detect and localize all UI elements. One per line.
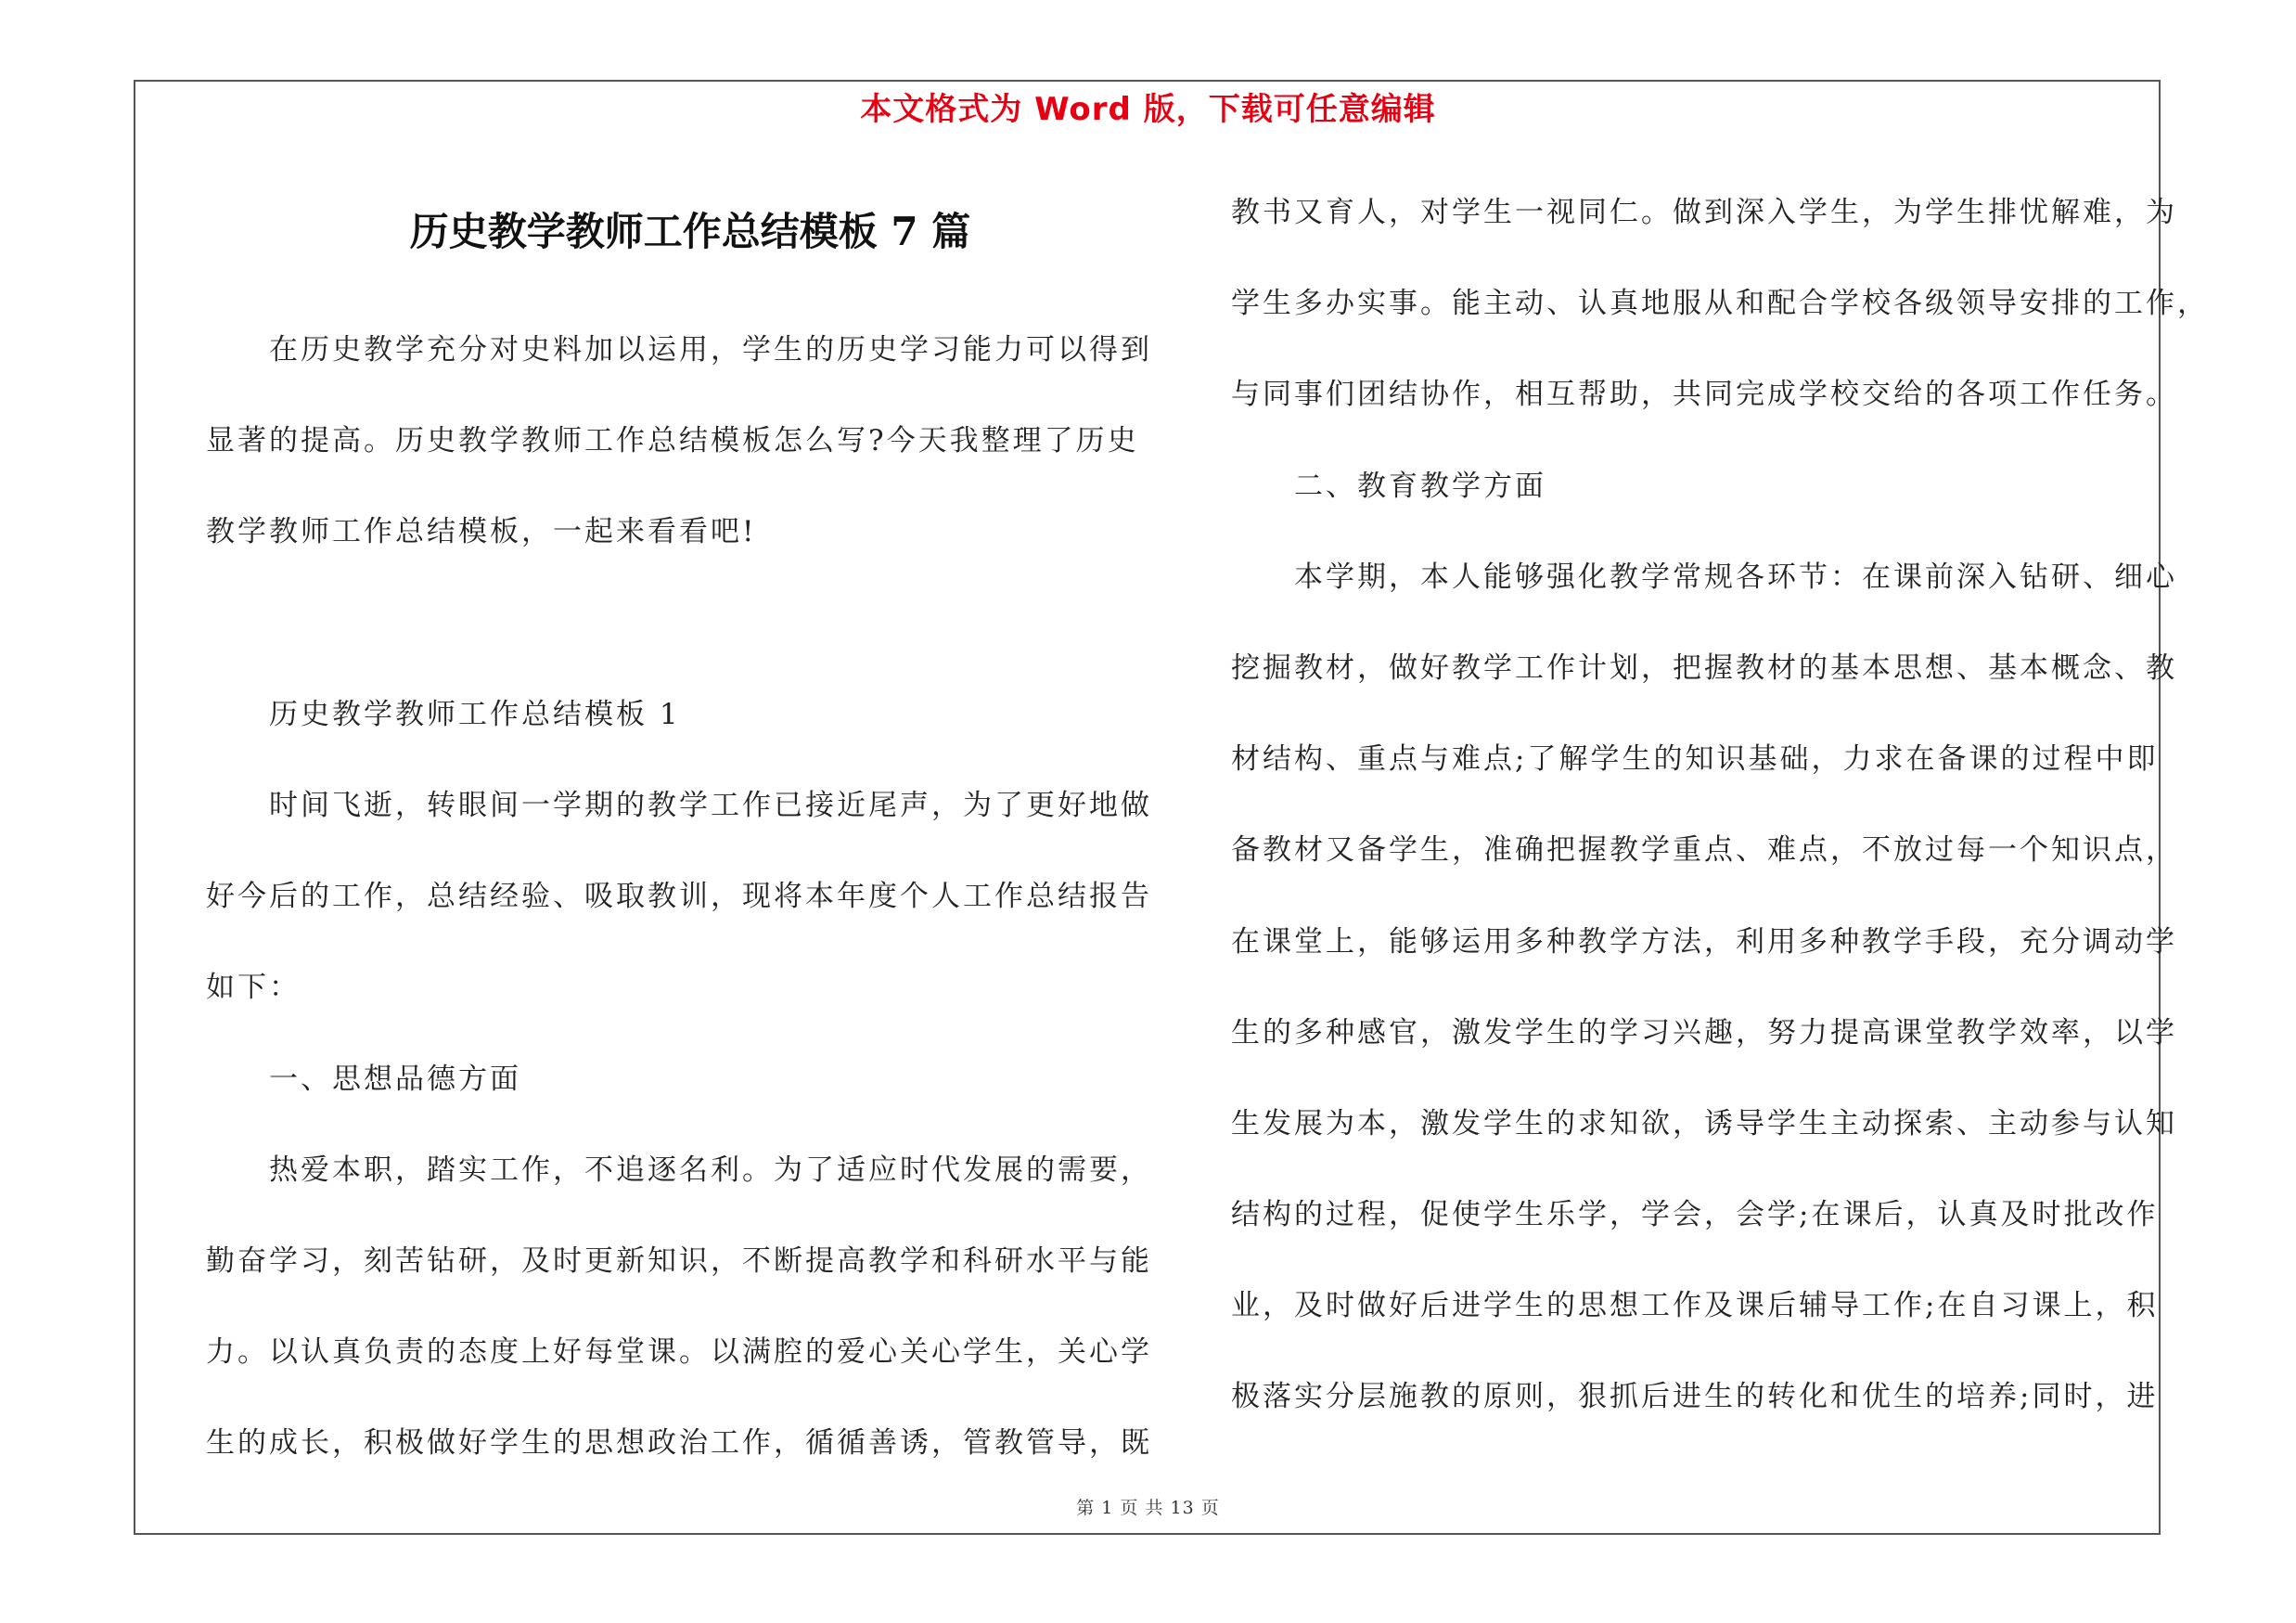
body-paragraph-line: 力。以认真负责的态度上好每堂课。以满腔的爱心关心学生，关心学 xyxy=(206,1335,1152,1370)
body-paragraph-line: 与同事们团结协作，相互帮助，共同完成学校交给的各项工作任务。 xyxy=(1231,378,2177,412)
document-title: 历史教学教师工作总结模板 7 篇 xyxy=(409,209,971,254)
body-paragraph-line: 本学期，本人能够强化教学常规各环节：在课前深入钻研、细心 xyxy=(1294,560,2177,594)
body-paragraph-line: 业，及时做好后进学生的思想工作及课后辅导工作;在自习课上，积 xyxy=(1231,1289,2159,1323)
body-paragraph-line: 时间飞逝，转眼间一学期的教学工作已接近尾声，为了更好地做 xyxy=(269,788,1152,822)
body-paragraph-line: 材结构、重点与难点;了解学生的知识基础，力求在备课的过程中即 xyxy=(1231,742,2159,777)
intro-paragraph-line: 显著的提高。历史教学教师工作总结模板怎么写?今天我整理了历史 xyxy=(206,424,1139,458)
body-paragraph-line: 生发展为本，激发学生的求知欲，诱导学生主动探索、主动参与认知 xyxy=(1231,1106,2177,1140)
left-column xyxy=(206,319,1171,1503)
intro-paragraph-line: 教学教师工作总结模板，一起来看看吧! xyxy=(206,515,757,549)
body-paragraph-line: 如下： xyxy=(206,971,301,1005)
subheading-moral-character: 一、思想品德方面 xyxy=(269,1062,521,1096)
body-paragraph-line: 生的多种感官，激发学生的学习兴趣，努力提高课堂教学效率，以学 xyxy=(1231,1015,2177,1050)
body-paragraph-line: 好今后的工作，总结经验、吸取教训，现将本年度个人工作总结报告 xyxy=(206,880,1152,914)
body-paragraph-line: 极落实分层施教的原则，狠抓后进生的转化和优生的培养;同时，进 xyxy=(1231,1380,2159,1414)
body-paragraph-line: 在课堂上，能够运用多种教学方法，利用多种教学手段，充分调动学 xyxy=(1231,924,2177,959)
format-banner: 本文格式为 Word 版，下载可任意编辑 xyxy=(860,91,1436,128)
body-paragraph-line: 挖掘教材，做好教学工作计划，把握教材的基本思想、基本概念、教 xyxy=(1231,650,2177,685)
subheading-education-teaching: 二、教育教学方面 xyxy=(1294,469,1546,503)
body-paragraph-line: 学生多办实事。能主动、认真地服从和配合学校各级领导安排的工作， xyxy=(1231,287,2209,321)
body-paragraph-line: 教书又育人，对学生一视同仁。做到深入学生，为学生排忧解难，为 xyxy=(1231,196,2177,229)
body-paragraph-line: 热爱本职，踏实工作，不追逐名利。为了适应时代发展的需要， xyxy=(269,1153,1152,1187)
body-paragraph-line: 生的成长，积极做好学生的思想政治工作，循循善诱，管教管导，既 xyxy=(206,1426,1152,1461)
page-number-footer: 第 1 页 共 13 页 xyxy=(1076,1498,1220,1518)
right-column xyxy=(1231,182,2209,1458)
body-paragraph-line: 勤奋学习，刻苦钻研，及时更新知识，不断提高教学和科研水平与能 xyxy=(206,1243,1152,1278)
body-paragraph-line: 备教材又备学生，准确把握教学重点、难点，不放过每一个知识点， xyxy=(1231,833,2177,868)
section-heading-template-1: 历史教学教师工作总结模板 1 xyxy=(269,697,681,731)
intro-paragraph-line: 在历史教学充分对史料加以运用，学生的历史学习能力可以得到 xyxy=(269,333,1152,367)
body-paragraph-line: 结构的过程，促使学生乐学，学会，会学;在课后，认真及时批改作 xyxy=(1231,1198,2159,1232)
